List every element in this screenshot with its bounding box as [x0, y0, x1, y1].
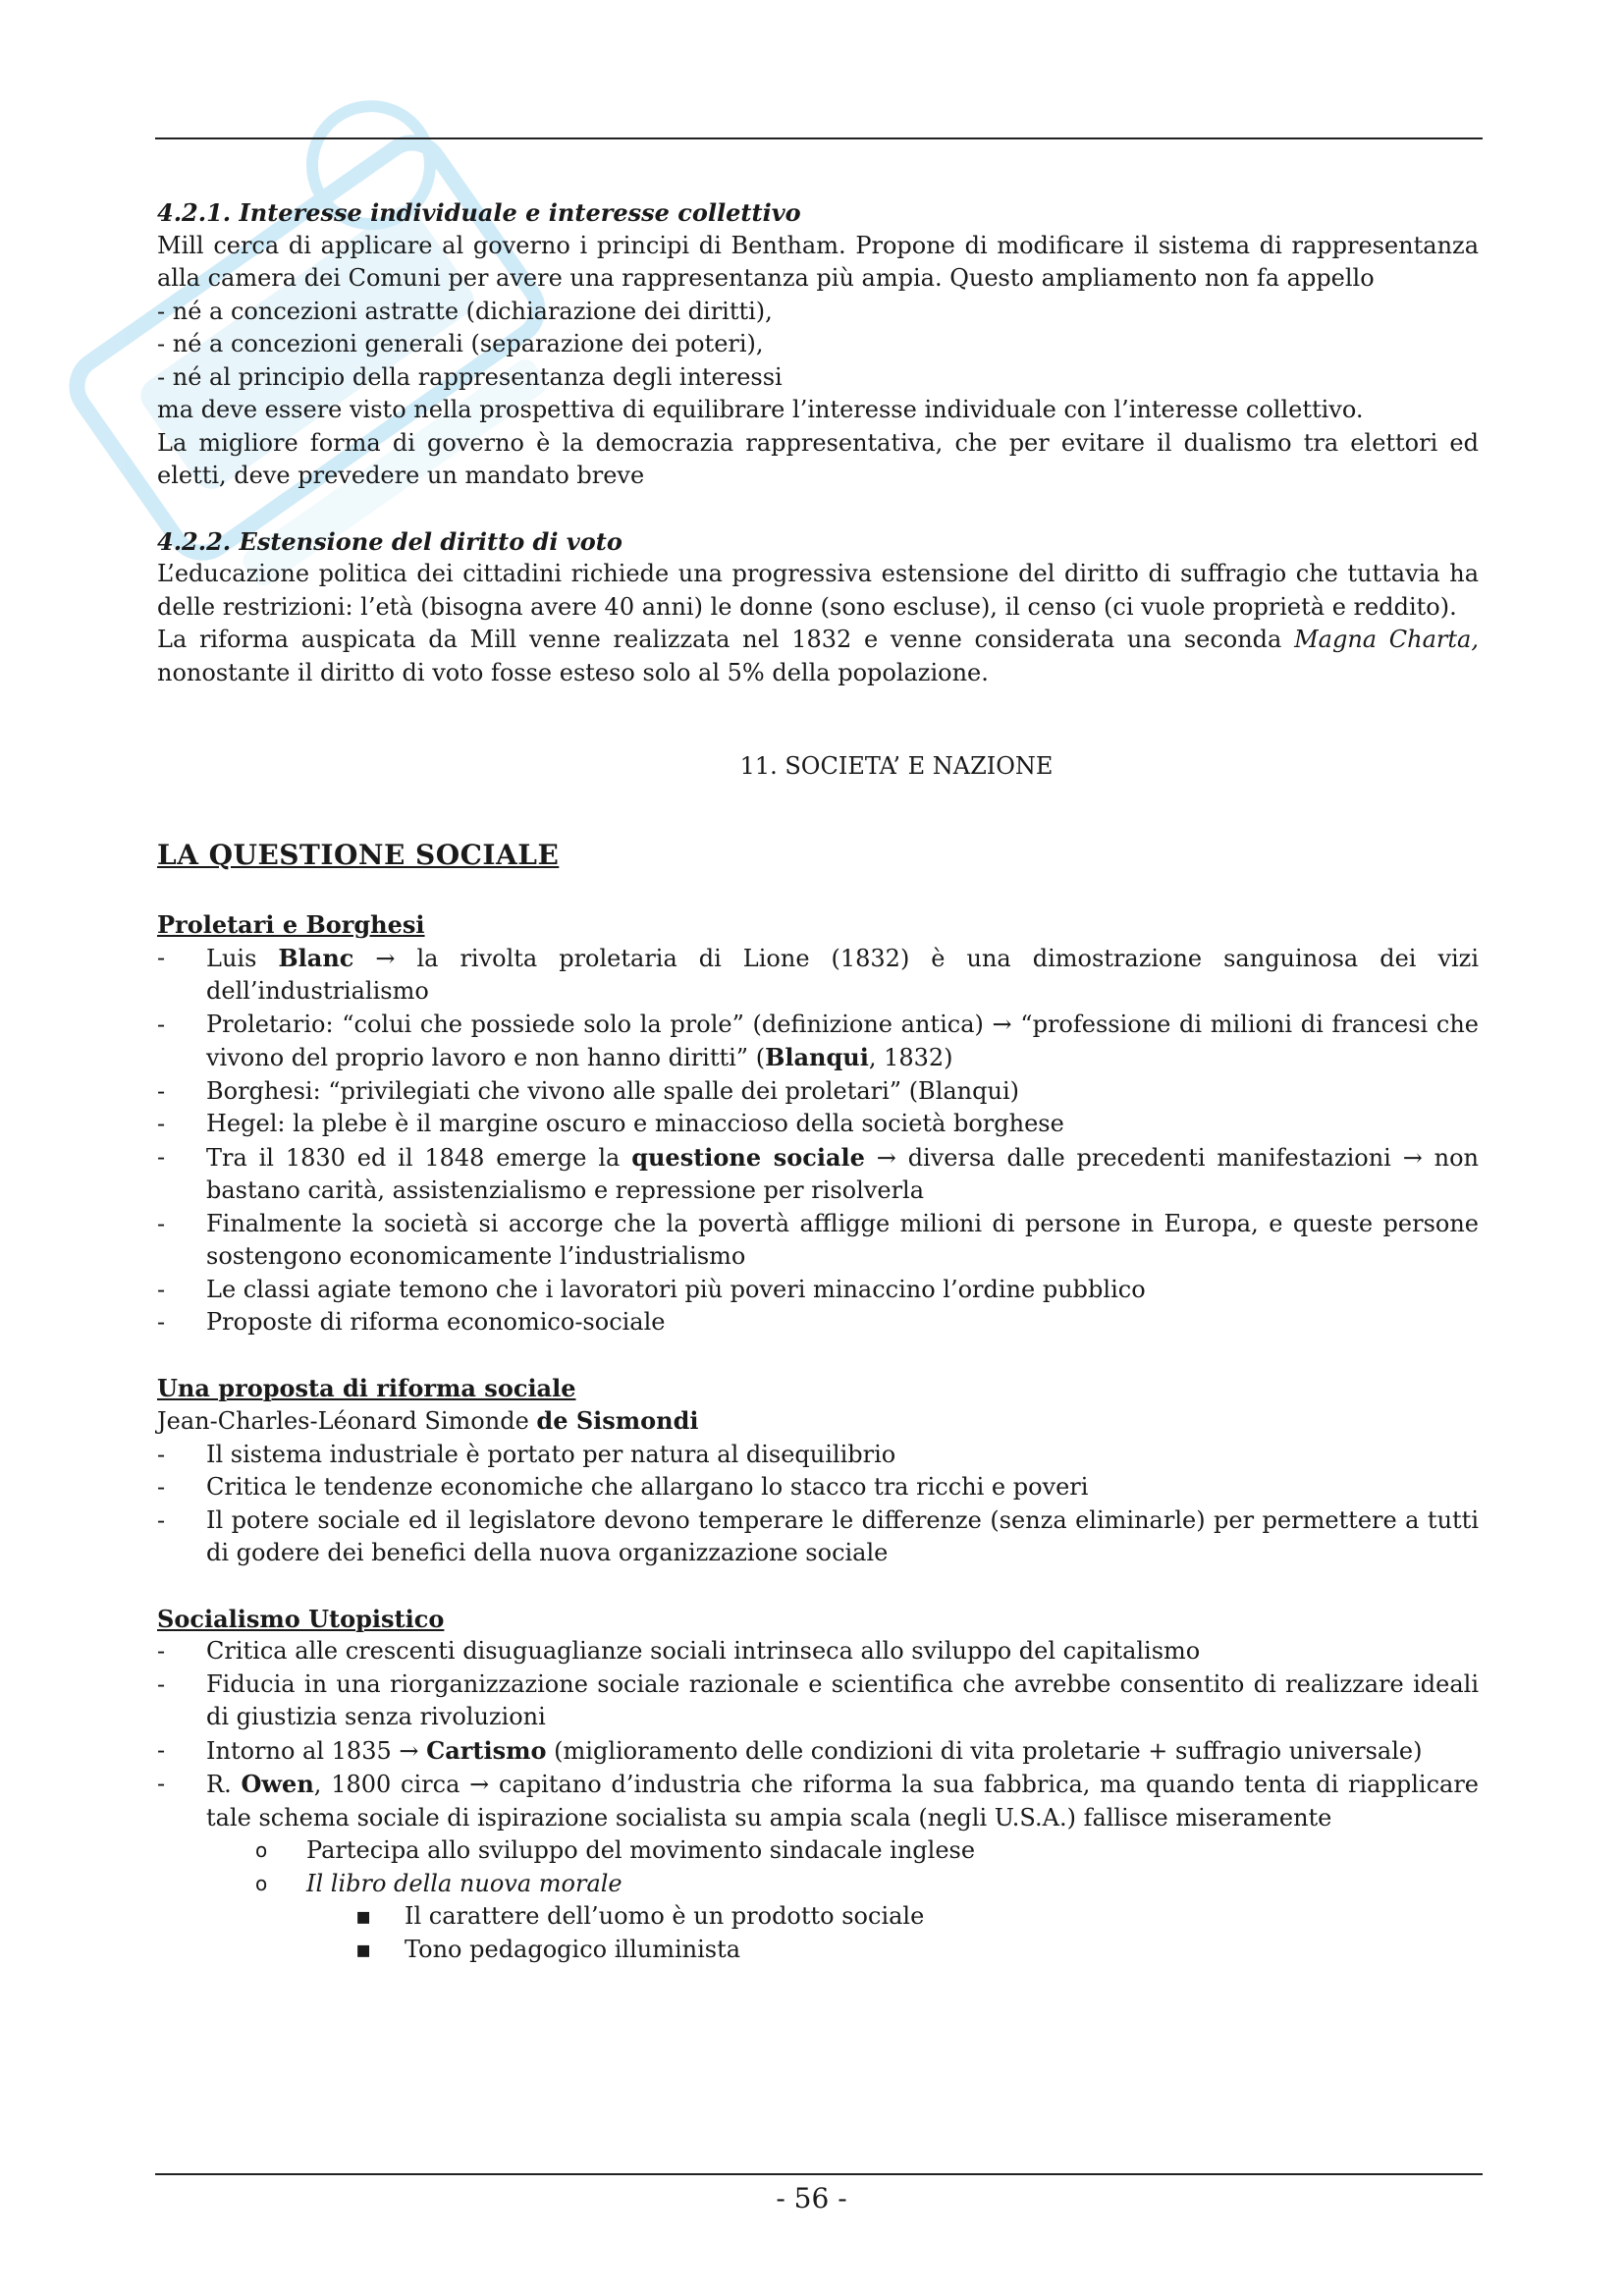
bullet-list	[157, 942, 1479, 1339]
footer-rule	[155, 2173, 1483, 2175]
list-item: - Proletario: “colui che possiede solo la prole” (definizione antica) → “professione di milioni di francesi che vivono del proprio lavoro e non hanno diritti” (Blanqui, 1832)	[157, 1009, 1479, 1075]
paragraph: La migliore forma di governo è la democrazia rappresentativa, che per evitare il dualismo tra elettori ed eletti, deve prevedere un mandato breve	[157, 428, 1479, 489]
list-item: - Il sistema industriale è portato per natura al disequilibrio	[157, 1439, 1479, 1472]
sub-sub-list	[306, 1900, 1479, 1966]
list-item: o Il libro della nuova morale ▪ Il carattere dell’uomo è un prodotto sociale ▪ Tono pedagogico illuminista	[255, 1868, 1479, 1967]
text-line: - né al principio della rappresentanza degli interessi	[157, 362, 783, 391]
list-item: - Il potere sociale ed il legislatore devono temperare le differenze (senza eliminarle) per permettere a tutti di godere dei benefici della nuova organizzazione sociale	[157, 1504, 1479, 1570]
list-item: - R. Owen, 1800 circa → capitano d’industria che riforma la sua fabbrica, ma quando tenta di riapplicare tale schema sociale di ispirazione socialista su ampia scala (negli U.S.A.) fallisce miseramente	[157, 1768, 1479, 1834]
text-line: ma deve essere visto nella prospettiva di equilibrare l’interesse individuale con l’interesse collettivo.	[157, 396, 1364, 423]
page-number: - 56 -	[776, 2182, 847, 2214]
author-line: Jean-Charles-Léonard Simonde de Sismondi	[157, 1406, 699, 1435]
list-item: - Finalmente la società si accorge che la povertà affligge milioni di persone in Europa, e queste persone sostengono economicamente l’industrialismo	[157, 1208, 1479, 1274]
list-item: - Borghesi: “privilegiati che vivono alle spalle dei proletari” (Blanqui)	[157, 1075, 1479, 1109]
paragraph: L’educazione politica dei cittadini richiede una progressiva estensione del diritto di suffragio che tuttavia ha delle restrizioni: l’età (bisogna avere 40 anni) le donne (sono escluse), il censo (ci vuole proprietà e reddito).	[157, 560, 1479, 621]
sub-list	[157, 1834, 1479, 1966]
text-line: - né a concezioni generali (separazione dei poteri),	[157, 330, 764, 357]
bullet-list	[157, 1439, 1479, 1570]
heading-4-2-1: 4.2.1. Interesse individuale e interesse collettivo	[157, 198, 801, 227]
page-content	[157, 196, 1479, 1966]
text-line: - né a concezioni astratte (dichiarazione dei diritti),	[157, 297, 773, 325]
subsection-title: Socialismo Utopistico	[157, 1604, 445, 1633]
list-item: - Fiducia in una riorganizzazione sociale razionale e scientifica che avrebbe consentito di realizzare ideali di giustizia senza rivoluzioni	[157, 1668, 1479, 1734]
section-title: LA QUESTIONE SOCIALE	[157, 838, 560, 871]
subsection-title: Proletari e Borghesi	[157, 910, 425, 939]
list-item: - Luis Blanc → la rivolta proletaria di Lione (1832) è una dimostrazione sanguinosa dei vizi dell’industrialismo	[157, 942, 1479, 1009]
paragraph: Mill cerca di applicare al governo i principi di Bentham. Propone di modificare il sistema di rappresentanza alla camera dei Comuni per avere una rappresentanza più ampia. Questo ampliamento non fa appello	[157, 231, 1479, 292]
heading-4-2-2: 4.2.2. Estensione del diritto di voto	[157, 526, 622, 556]
list-item: - Critica le tendenze economiche che allargano lo stacco tra ricchi e poveri	[157, 1471, 1479, 1504]
list-item: - Intorno al 1835 → Cartismo (miglioramento delle condizioni di vita proletarie + suffragio universale)	[157, 1734, 1479, 1769]
list-item: - Le classi agiate temono che i lavoratori più poveri minaccino l’ordine pubblico	[157, 1274, 1479, 1307]
header-rule	[155, 137, 1483, 139]
bullet-list	[157, 1635, 1479, 1834]
chapter-title: 11. SOCIETA’ E NAZIONE	[739, 752, 1054, 780]
paragraph: La riforma auspicata da Mill venne realizzata nel 1832 e venne considerata una seconda Magna Charta, nonostante il diritto di voto fosse esteso solo al 5% della popolazione.	[157, 626, 1479, 686]
list-item: - Critica alle crescenti disuguaglianze sociali intrinseca allo sviluppo del capitalismo	[157, 1635, 1479, 1668]
list-item: - Tra il 1830 ed il 1848 emerge la questione sociale → diversa dalle precedenti manifestazioni → non bastano carità, assistenzialismo e repressione per risolverla	[157, 1141, 1479, 1208]
list-item: o Partecipa allo sviluppo del movimento sindacale inglese	[255, 1834, 1479, 1868]
subsection-title: Una proposta di riforma sociale	[157, 1373, 576, 1402]
list-item: ▪ Tono pedagogico illuminista	[355, 1934, 1479, 1967]
list-item: - Hegel: la plebe è il margine oscuro e minaccioso della società borghese	[157, 1108, 1479, 1141]
list-item: - Proposte di riforma economico-sociale	[157, 1306, 1479, 1339]
list-item: ▪ Il carattere dell’uomo è un prodotto sociale	[355, 1900, 1479, 1934]
